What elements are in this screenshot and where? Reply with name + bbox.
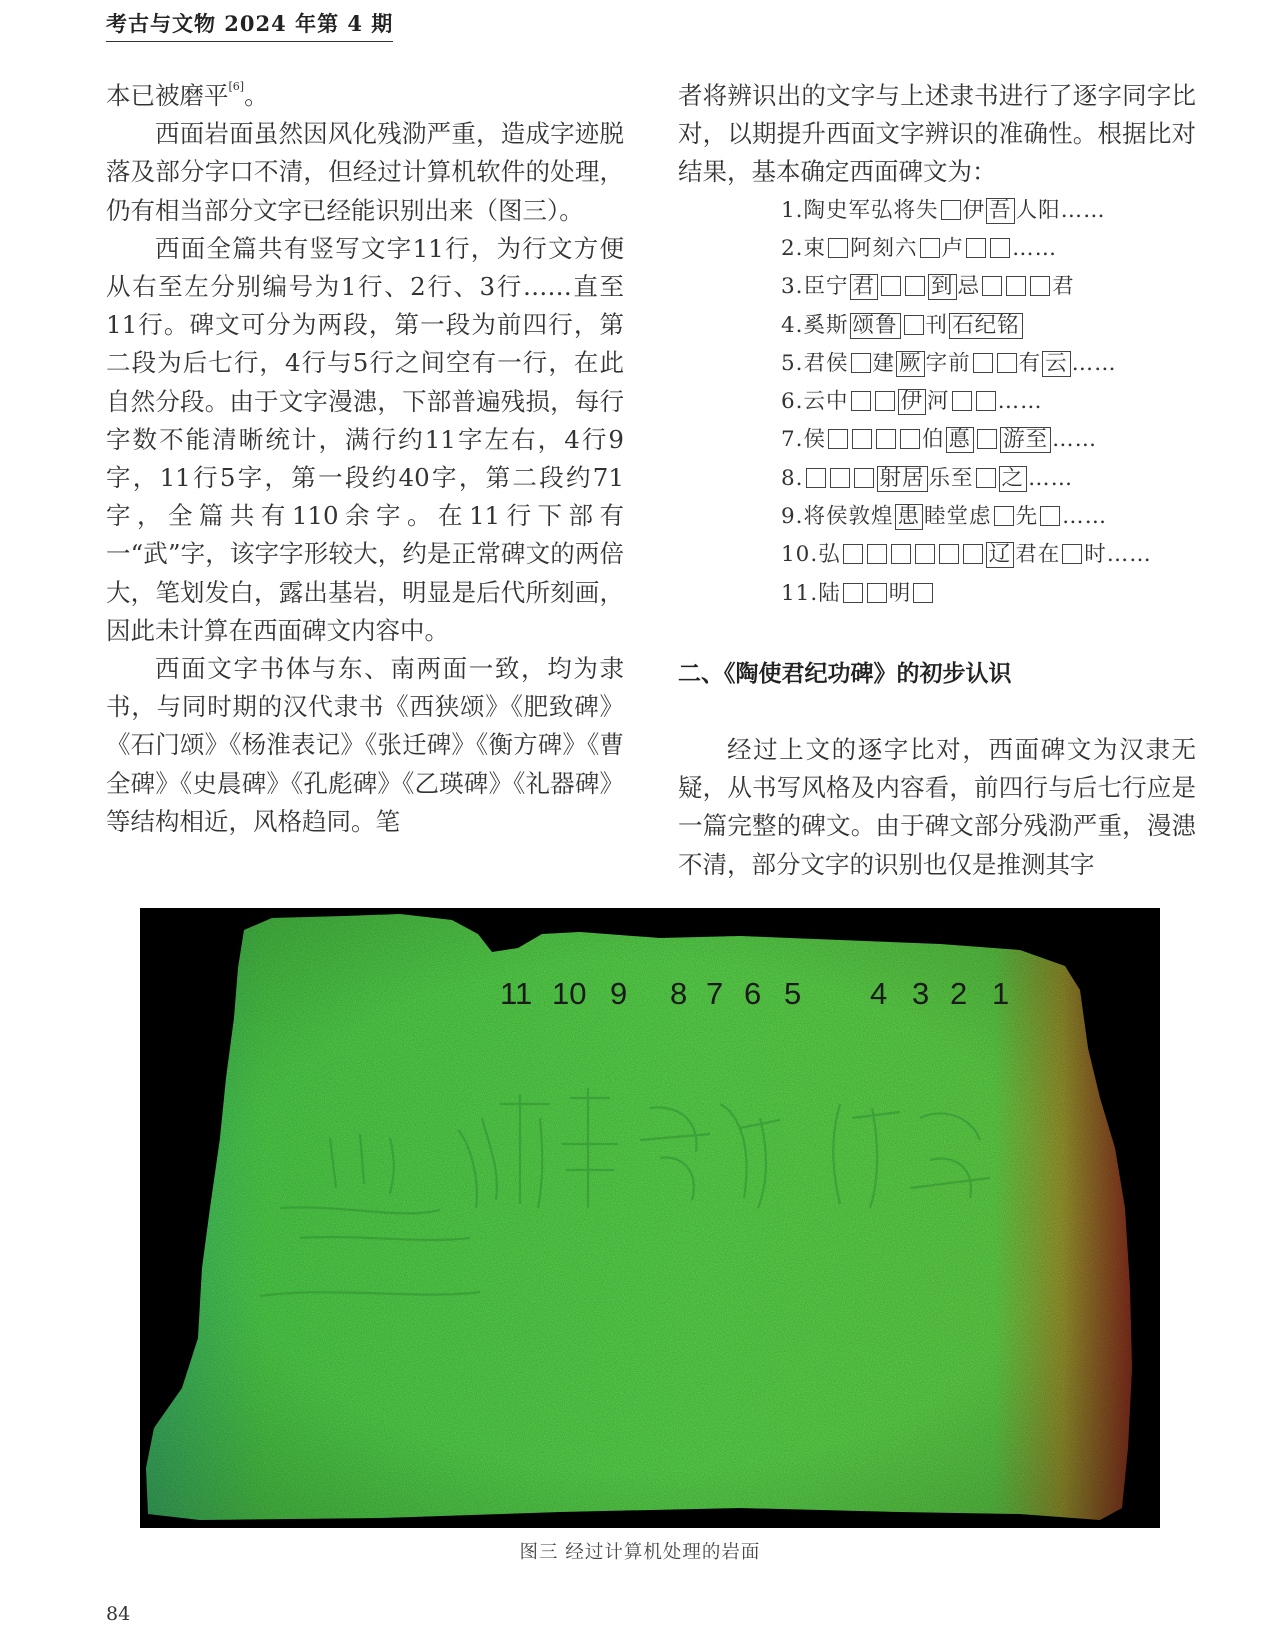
uncertain-char: 辽 xyxy=(986,542,1015,568)
paragraph-1 xyxy=(106,77,624,115)
missing-char-box xyxy=(891,544,911,564)
uncertain-char: 悳 xyxy=(946,427,975,453)
uncertain-char: 患 xyxy=(895,504,924,530)
paragraph-3: 西面全篇共有竖写文字11行，为行文方便从右至左分别编号为1行、2行、3行……直至11行。碑文可分为两段，第一段为前四行，第二段为后七行，4行与5行之间空有一行，在此自然分段。由于文字漫漶，下部普遍残损，每行字数不能清晰统计，满行约11字左右，4行9字，11行5字，第一段约40字，第二段约71字，全篇共有110余字。在11行下部有一“武”字，该字字形较大，约是正常碑文的两倍大，笔划发白，露出基岩，明显是后代所刻画，因此未计算在西面碑文内容中。 xyxy=(106,233,624,645)
uncertain-char: 伊 xyxy=(898,389,927,415)
missing-char-box xyxy=(852,429,872,449)
line-number-label: 11 xyxy=(500,976,533,1011)
paragraph-section-2: 经过上文的逐字比对，西面碑文为汉隶无疑，从书写风格及内容看，前四行与后七行应是一篇完整的碑文。由于碑文部分残泐严重，漫漶不清，部分文字的识别也仅是推测其字 xyxy=(678,735,1196,879)
paragraph-1-text: 本已被磨平 xyxy=(106,81,229,110)
rock-surface-image xyxy=(140,908,1160,1528)
inscription-line-1: 1.陶史军弘将失 伊 吾 人阳…… xyxy=(781,197,1106,223)
missing-char-box xyxy=(977,429,997,449)
missing-char-box xyxy=(851,391,871,411)
missing-char-box xyxy=(876,429,896,449)
missing-char-box xyxy=(982,276,1002,296)
uncertain-char: 君 xyxy=(850,274,879,300)
missing-char-box xyxy=(830,468,850,488)
inscription-line-6: 6.云中 伊 河 …… xyxy=(781,389,1043,415)
inscription-line-3: 3.臣宁 君 到 忌 君 xyxy=(781,274,1075,300)
missing-char-box xyxy=(828,429,848,449)
inscription-line-9: 9.将侯敦煌 患 睦堂虑 先 …… xyxy=(781,503,1108,529)
missing-char-box xyxy=(828,238,848,258)
missing-char-box xyxy=(806,468,826,488)
inscription-line-2: 2.束 阿刻六 卢 …… xyxy=(781,235,1058,261)
line-number-label: 8 xyxy=(670,976,688,1011)
paragraph-1-tail: 。 xyxy=(244,81,269,110)
missing-char-box xyxy=(941,200,961,220)
uncertain-char: 吾 xyxy=(986,198,1015,224)
missing-char-box xyxy=(966,238,986,258)
line-number-label: 5 xyxy=(784,976,802,1011)
line-number-label: 2 xyxy=(950,976,968,1011)
missing-char-box xyxy=(904,315,924,335)
left-column xyxy=(106,77,624,841)
line-number-label: 6 xyxy=(744,976,762,1011)
line-number-label: 7 xyxy=(706,976,724,1011)
missing-char-box xyxy=(875,391,895,411)
citation-6[interactable]: [6] xyxy=(228,80,245,93)
uncertain-char: 石纪铭 xyxy=(949,313,1023,339)
missing-char-box xyxy=(952,391,972,411)
paragraph-4: 西面文字书体与东、南两面一致，均为隶书，与同时期的汉代隶书《西狭颂》《肥致碑》《石门颂》《杨淮表记》《张迁碑》《衡方碑》《曹全碑》《史晨碑》《孔彪碑》《乙瑛碑》《礼器碑》等结构相近，风格趋同。笔 xyxy=(106,654,624,836)
line-number-label: 1 xyxy=(992,976,1010,1011)
inscription-line-8: 8. 射居 乐至 之 …… xyxy=(781,465,1074,491)
uncertain-char: 之 xyxy=(999,466,1028,492)
missing-char-box xyxy=(1006,276,1026,296)
inscription-line-5: 5.君侯 建 厥 字前 有 云 …… xyxy=(781,350,1117,376)
missing-char-box xyxy=(973,353,993,373)
missing-char-box xyxy=(867,544,887,564)
figure-caption: 图三 经过计算机处理的岩面 xyxy=(519,1542,761,1563)
missing-char-box xyxy=(976,468,996,488)
right-column xyxy=(678,77,1196,884)
header-rule xyxy=(106,41,393,42)
line-number-label: 10 xyxy=(552,976,587,1011)
missing-char-box xyxy=(913,583,933,603)
missing-char-box xyxy=(994,506,1014,526)
inscription-line-4: 4.奚斯 颂鲁 刊 石纪铭 xyxy=(781,307,1196,345)
inscription-line-10: 10.弘 辽 君在 时…… xyxy=(781,542,1152,568)
section-heading: 二、《陶使君纪功碑》的初步认识 xyxy=(678,660,1012,687)
inscription-line-11: 11.陆 明 xyxy=(781,575,1196,613)
missing-char-box xyxy=(843,583,863,603)
missing-char-box xyxy=(854,468,874,488)
paragraph-continued: 者将辨识出的文字与上述隶书进行了逐字同字比对，以期提升西面文字辨识的准确性。根据比对结果，基本确定西面碑文为： xyxy=(678,81,1196,187)
missing-char-box xyxy=(900,429,920,449)
missing-char-box xyxy=(997,353,1017,373)
missing-char-box xyxy=(843,544,863,564)
missing-char-box xyxy=(881,276,901,296)
uncertain-char: 到 xyxy=(928,274,957,300)
missing-char-box xyxy=(867,583,887,603)
line-number-label: 3 xyxy=(912,976,930,1011)
missing-char-box xyxy=(1062,544,1082,564)
figure-rock-surface xyxy=(140,908,1160,1528)
uncertain-char: 云 xyxy=(1042,351,1071,377)
missing-char-box xyxy=(990,238,1010,258)
missing-char-box xyxy=(963,544,983,564)
line-number-label: 4 xyxy=(870,976,888,1011)
uncertain-char: 射居 xyxy=(877,466,928,492)
uncertain-char: 游至 xyxy=(1000,427,1051,453)
missing-char-box xyxy=(939,544,959,564)
line-number-label: 9 xyxy=(610,976,628,1011)
paragraph-2: 西面岩面虽然因风化残泐严重，造成字迹脱落及部分字口不清，但经过计算机软件的处理，仍有相当部分文字已经能识别出来（图三）。 xyxy=(106,119,624,225)
missing-char-box xyxy=(920,238,940,258)
uncertain-char: 厥 xyxy=(896,351,925,377)
running-header xyxy=(106,8,393,38)
page-number: 84 xyxy=(106,1603,131,1625)
missing-char-box xyxy=(851,353,871,373)
rock-shading xyxy=(146,914,1132,1520)
missing-char-box xyxy=(976,391,996,411)
missing-char-box xyxy=(915,544,935,564)
missing-char-box xyxy=(905,276,925,296)
journal-title: 考古与文物 2024 年第 4 期 xyxy=(106,11,394,36)
inscription-list xyxy=(678,192,1196,613)
missing-char-box xyxy=(1040,506,1060,526)
missing-char-box xyxy=(1030,276,1050,296)
uncertain-char: 颂鲁 xyxy=(850,313,901,339)
inscription-line-7: 7.侯 伯 悳 游至 …… xyxy=(781,427,1098,453)
